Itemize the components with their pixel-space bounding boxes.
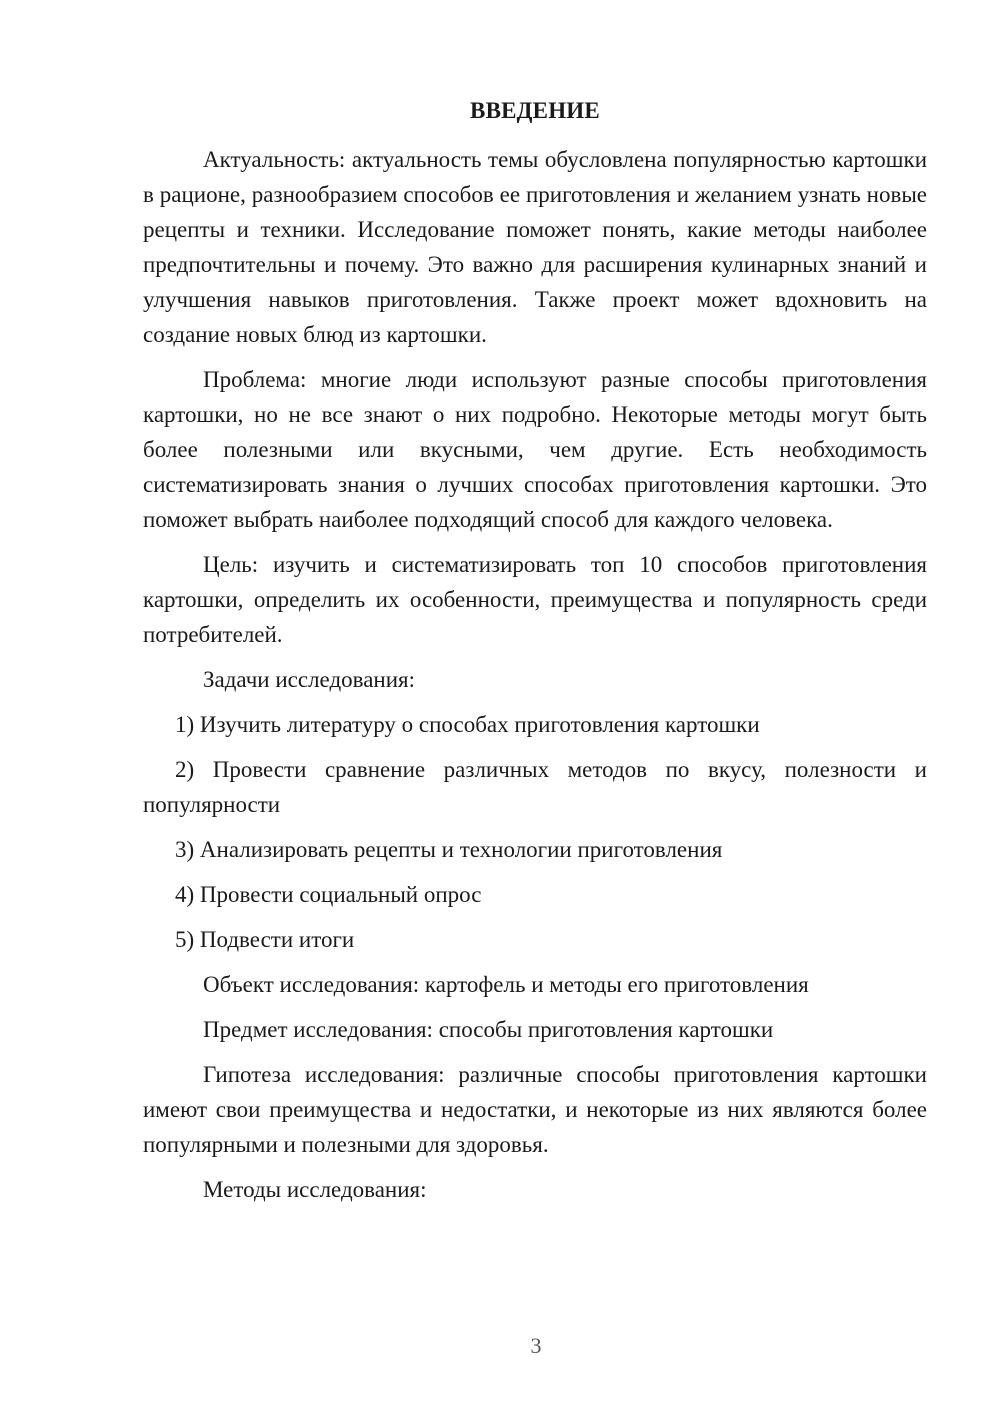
methods-heading: Методы исследования: bbox=[203, 1177, 427, 1202]
task-item: 2) Провести сравнение различных методов по вкусу, полезности и популярности bbox=[143, 757, 927, 817]
tasks-heading: Задачи исследования: bbox=[203, 667, 416, 692]
goal-paragraph: Цель: изучить и систематизировать топ 10 способов приготовления картошки, определить их особенности, преимущества и популярность среди потребителей. bbox=[143, 552, 927, 647]
task-item: 5) Подвести итоги bbox=[175, 927, 355, 952]
subject-paragraph: Предмет исследования: способы приготовления картошки bbox=[203, 1017, 774, 1042]
task-item: 3) Анализировать рецепты и технологии приготовления bbox=[175, 837, 723, 862]
page-title: ВВЕДЕНИЕ bbox=[470, 98, 600, 123]
relevance-paragraph: Актуальность: актуальность темы обусловлена популярностью картошки в рационе, разнообразием способов ее приготовления и желанием узнать новые рецепты и техники. Исследование поможет понять, какие методы наиболее предпочтительны и почему. Это важно для расширения кулинарных знаний и улучшения навыков приготовления. Также проект может вдохновить на создание новых блюд из картошки. bbox=[143, 147, 927, 347]
task-item: 4) Провести социальный опрос bbox=[175, 882, 482, 907]
task-item: 1) Изучить литературу о способах приготовления картошки bbox=[175, 712, 760, 737]
object-paragraph: Объект исследования: картофель и методы его приготовления bbox=[203, 972, 809, 997]
page-number: 3 bbox=[530, 1333, 542, 1358]
page-content bbox=[143, 93, 927, 1217]
hypothesis-paragraph: Гипотеза исследования: различные способы приготовления картошки имеют свои преимущества и недостатки, и некоторые из них являются более популярными и полезными для здоровья. bbox=[143, 1062, 927, 1157]
problem-paragraph: Проблема: многие люди используют разные способы приготовления картошки, но не все знают о них подробно. Некоторые методы могут быть более полезными или вкусными, чем другие. Есть необходимость систематизировать знания о лучших способах приготовления картошки. Это поможет выбрать наиболее подходящий способ для каждого человека. bbox=[143, 367, 927, 532]
